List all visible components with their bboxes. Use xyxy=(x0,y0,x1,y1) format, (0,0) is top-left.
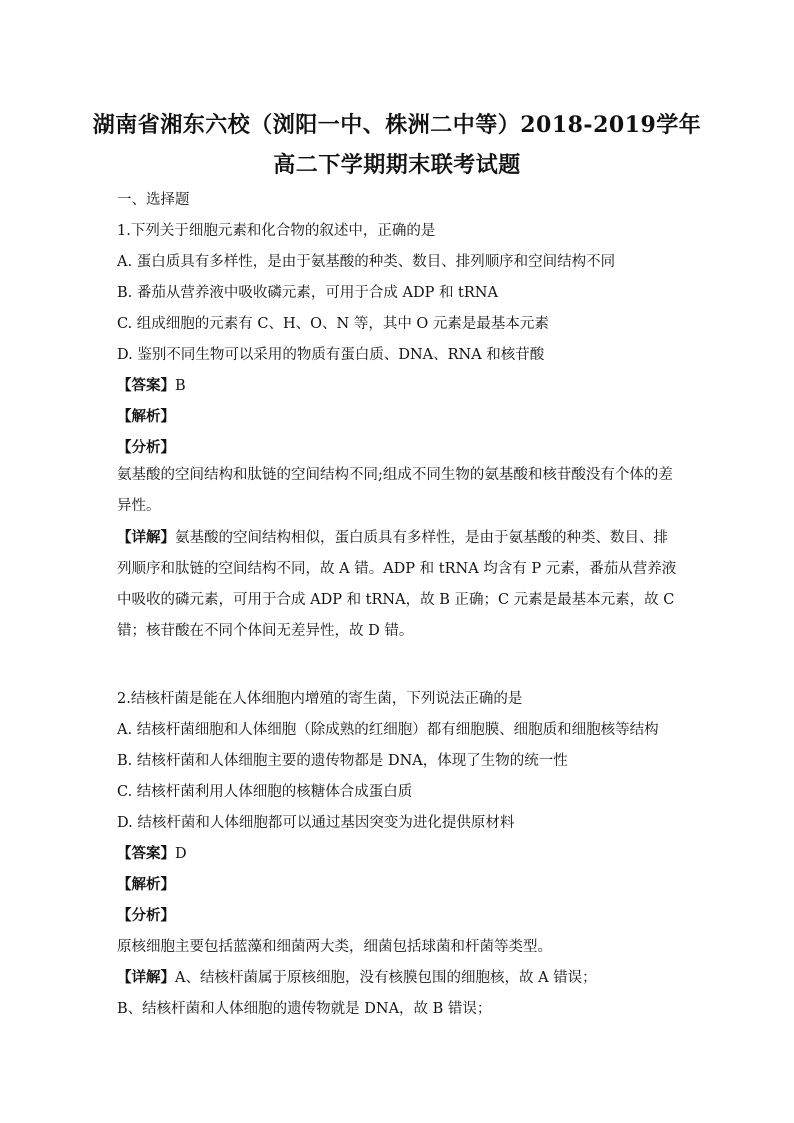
question-1-option-c: C. 组成细胞的元素有 C、H、O、N 等，其中 O 元素是最基本元素 xyxy=(117,316,549,332)
question-2-detail-a xyxy=(117,966,597,987)
question-1-fenxi-text: 氨基酸的空间结构和肽链的空间结构不同;组成不同生物的氨基酸和核苷酸没有个体的差异性。 xyxy=(117,467,673,514)
question-2-detail-b: B、结核杆菌和人体细胞的遗传物就是 DNA，故 B 错误； xyxy=(117,1001,492,1017)
detail-label: 【详解】 xyxy=(117,969,175,986)
question-2-analysis-label: 【解析】 xyxy=(117,876,175,893)
question-1-answer xyxy=(117,374,186,395)
question-2-option-c: C. 结核杆菌利用人体细胞的核糖体合成蛋白质 xyxy=(117,784,413,800)
question-2-option-a: A. 结核杆菌细胞和人体细胞（除成熟的红细胞）都有细胞膜、细胞质和细胞核等结构 xyxy=(117,722,659,738)
question-2-stem: 2.结核杆菌是能在人体细胞内增殖的寄生菌，下列说法正确的是 xyxy=(117,691,523,707)
answer-label: 【答案】 xyxy=(117,845,175,862)
document-title-line-1: 湖南省湘东六校（浏阳一中、株洲二中等）2018-2019学年 xyxy=(92,112,702,138)
question-2-option-b: B. 结核杆菌和人体细胞主要的遗传物都是 DNA，体现了生物的统一性 xyxy=(117,753,568,769)
question-2-fenxi-label: 【分析】 xyxy=(117,907,175,924)
question-2-option-d: D. 结核杆菌和人体细胞都可以通过基因突变为进化提供原材料 xyxy=(117,815,515,831)
answer-value: D xyxy=(175,846,187,862)
question-1-analysis-label: 【解析】 xyxy=(117,408,175,425)
question-1-option-a: A. 蛋白质具有多样性，是由于氨基酸的种类、数目、排列顺序和空间结构不同 xyxy=(117,254,616,270)
question-1-option-d: D. 鉴别不同生物可以采用的物质有蛋白质、DNA、RNA 和核苷酸 xyxy=(117,347,545,363)
section-heading: 一、选择题 xyxy=(117,192,190,208)
question-1-stem: 1.下列关于细胞元素和化合物的叙述中，正确的是 xyxy=(117,223,436,239)
question-1-option-b: B. 番茄从营养液中吸收磷元素，可用于合成 ADP 和 tRNA xyxy=(117,285,498,301)
answer-label: 【答案】 xyxy=(117,377,175,394)
question-1-detail xyxy=(117,522,677,647)
document-title-line-2: 高二下学期期末联考试题 xyxy=(273,152,521,178)
question-1-fenxi-label: 【分析】 xyxy=(117,439,175,456)
question-2-answer xyxy=(117,842,187,863)
detail-label: 【详解】 xyxy=(117,529,175,546)
question-2-fenxi-text: 原核细胞主要包括蓝藻和细菌两大类，细菌包括球菌和杆菌等类型。 xyxy=(117,939,552,955)
detail-text: 氨基酸的空间结构相似，蛋白质具有多样性，是由于氨基酸的种类、数目、排列顺序和肽链的空间结构不同，故 A 错。ADP 和 tRNA 均含有 P 元素，番茄从营养液中吸收的磷元素，可用于合成 ADP 和 tRNA，故 B 正确；C 元素是最基本元素，故 C 错；核苷酸在不同个体间无差异性，故 D 错。 xyxy=(117,530,677,639)
detail-text: A、结核杆菌属于原核细胞，没有核膜包围的细胞核，故 A 错误； xyxy=(175,970,597,986)
answer-value: B xyxy=(175,378,186,394)
